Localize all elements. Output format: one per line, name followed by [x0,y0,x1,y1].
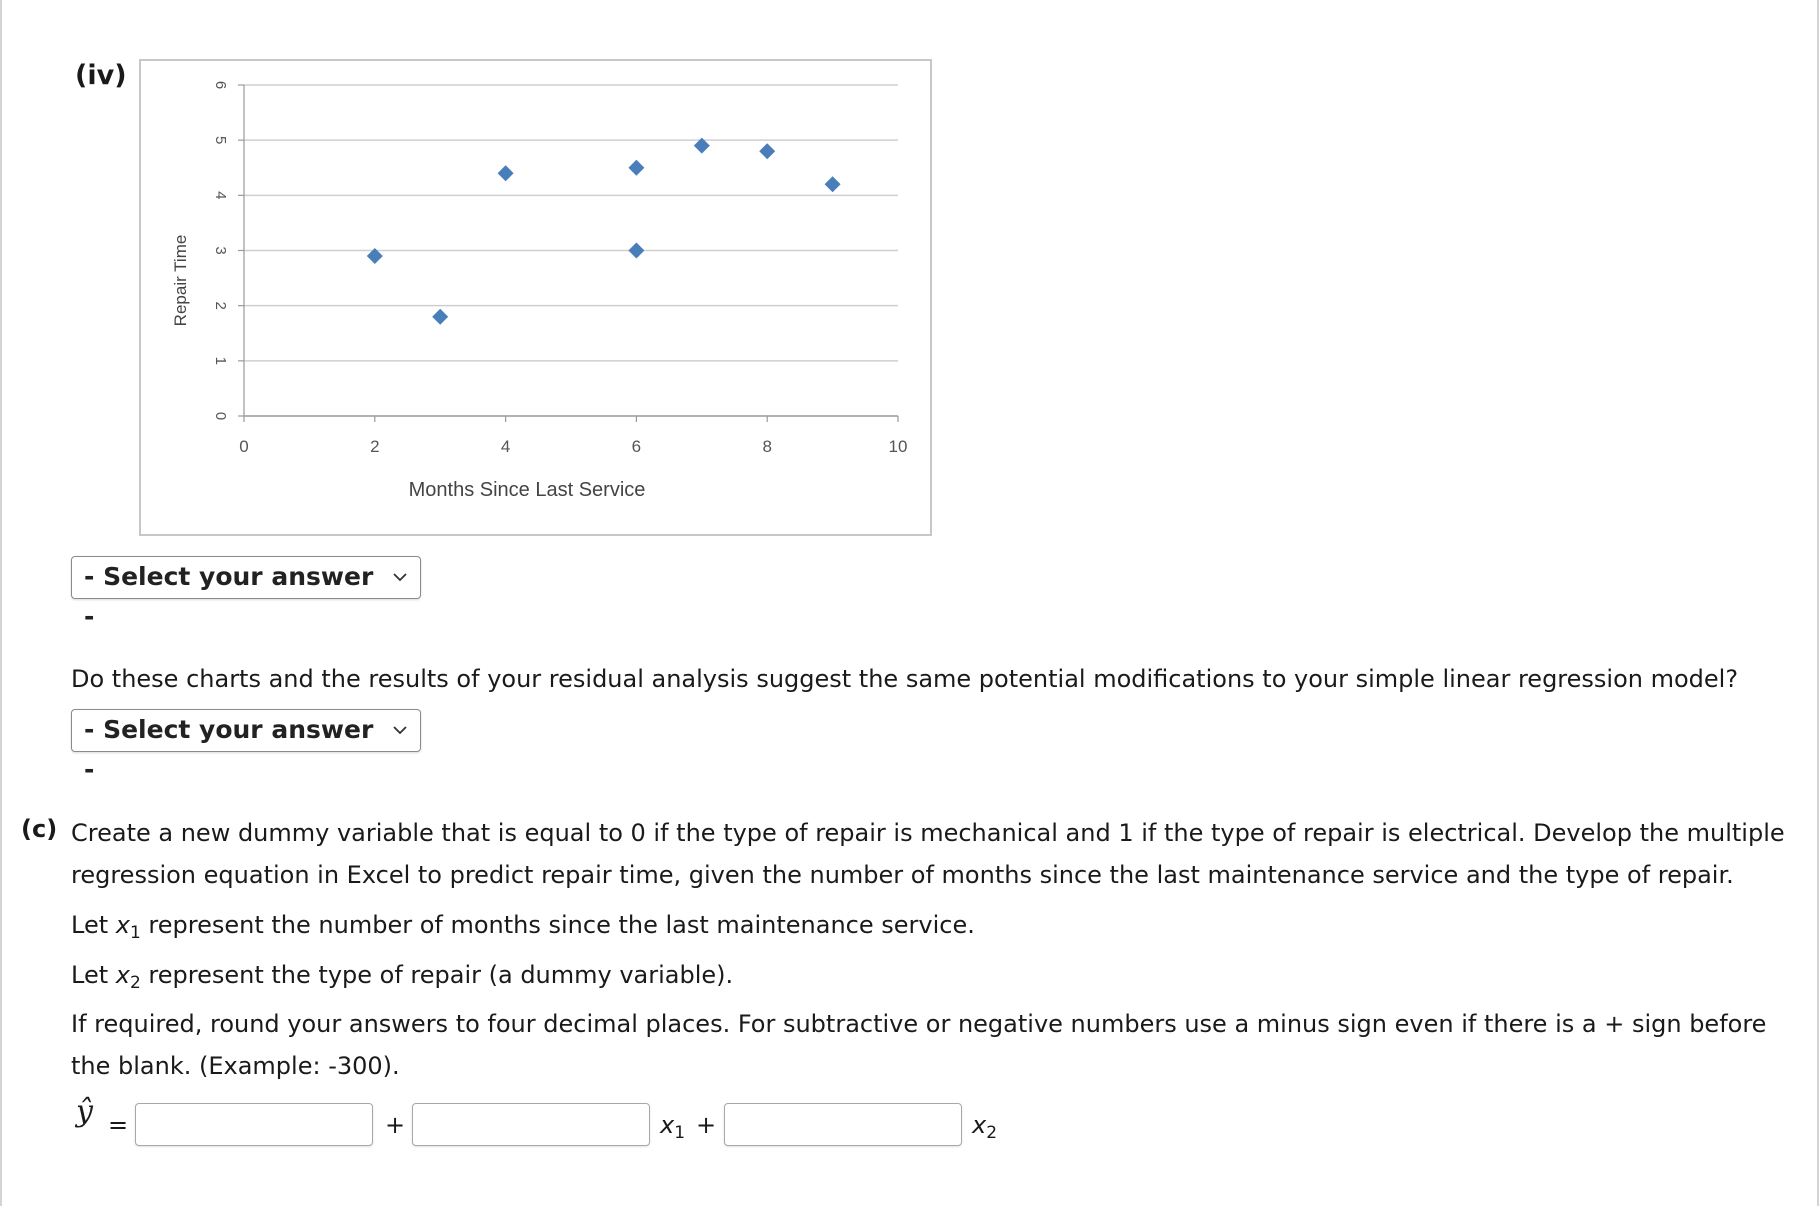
instructions-line1: If required, round your answers to four decimal places. For subtractive or negative numbers use a minus sign even if there is a + sign before [71,1010,1767,1038]
same-modifications-question: Do these charts and the results of your residual analysis suggest the same potential modifications to your simple linear regression model? [71,665,1739,693]
let-x1-prefix: Let [71,911,116,939]
data-point [759,143,775,159]
x-tick-label: 6 [631,437,642,456]
part-iv-label: (iv) [75,60,127,91]
x-tick-label: 8 [762,437,772,456]
part-c-line1: Create a new dummy variable that is equal to 0 if the type of repair is mechanical and 1 if the type of repair is electrical. Develop the multiple [71,819,1785,847]
dropdown-selected-value: - Select your answer - [84,562,374,631]
x1-term [660,1111,686,1143]
intercept-input[interactable] [135,1103,373,1146]
x2-coefficient-input[interactable] [724,1103,962,1146]
same-modifications-dropdown[interactable] [71,709,421,784]
data-point [432,309,448,325]
y-tick-label: 2 [212,301,230,310]
x2-variable: x [115,961,130,989]
x1-coefficient-input[interactable] [412,1103,650,1146]
page-left-border [0,0,2,1206]
scrollbar-track[interactable] [1817,0,1819,1206]
y-tick-label: 4 [212,191,230,200]
x1-subscript: 1 [129,923,141,943]
let-x1-suffix: represent the number of months since the last maintenance service. [140,911,975,939]
x1-variable: x [115,911,130,939]
plus-sign-2: + [696,1111,717,1139]
let-x2-suffix: represent the type of repair (a dummy variable). [140,961,734,989]
let-x2-prefix: Let [71,961,116,989]
scatter-chart [139,59,932,536]
x-axis-title: Months Since Last Service [408,479,646,501]
part-c-label: (c) [21,815,58,843]
data-point [498,165,514,181]
y-tick-label: 3 [212,246,230,255]
equals-sign: = [108,1111,129,1139]
y-hat-symbol: ŷ [76,1094,93,1129]
instructions-line2: the blank. (Example: -300). [71,1052,400,1080]
plus-sign-1: + [385,1111,406,1139]
x-tick-label: 4 [500,437,511,456]
x1-variable: x [660,1111,675,1139]
y-tick-label: 5 [212,135,230,145]
let-x1-statement [71,905,975,948]
y-tick-label: 6 [212,80,230,90]
data-point [628,160,644,176]
chevron-down-icon [389,710,411,750]
x2-subscript: 2 [986,1123,998,1143]
dropdown-selected-value: - Select your answer - [84,715,374,784]
x-tick-label: 2 [370,437,380,456]
scatter-plot [141,61,930,534]
x2-term [972,1111,998,1143]
part-c-line2: regression equation in Excel to predict repair time, given the number of months since the last maintenance service and the type of repair. [71,861,1734,889]
x-tick-label: 0 [239,437,249,456]
y-tick-label: 0 [212,411,230,421]
chevron-down-icon [389,557,411,597]
x2-subscript: 2 [129,973,141,993]
y-tick-label: 1 [212,356,230,366]
data-point [825,176,841,192]
let-x2-statement [71,955,733,998]
x2-variable: x [972,1111,987,1139]
part-iv-answer-dropdown[interactable] [71,556,421,631]
x-tick-label: 10 [888,437,908,456]
y-axis-title: Repair Time [171,234,190,327]
data-point [628,243,644,259]
x1-subscript: 1 [674,1123,686,1143]
